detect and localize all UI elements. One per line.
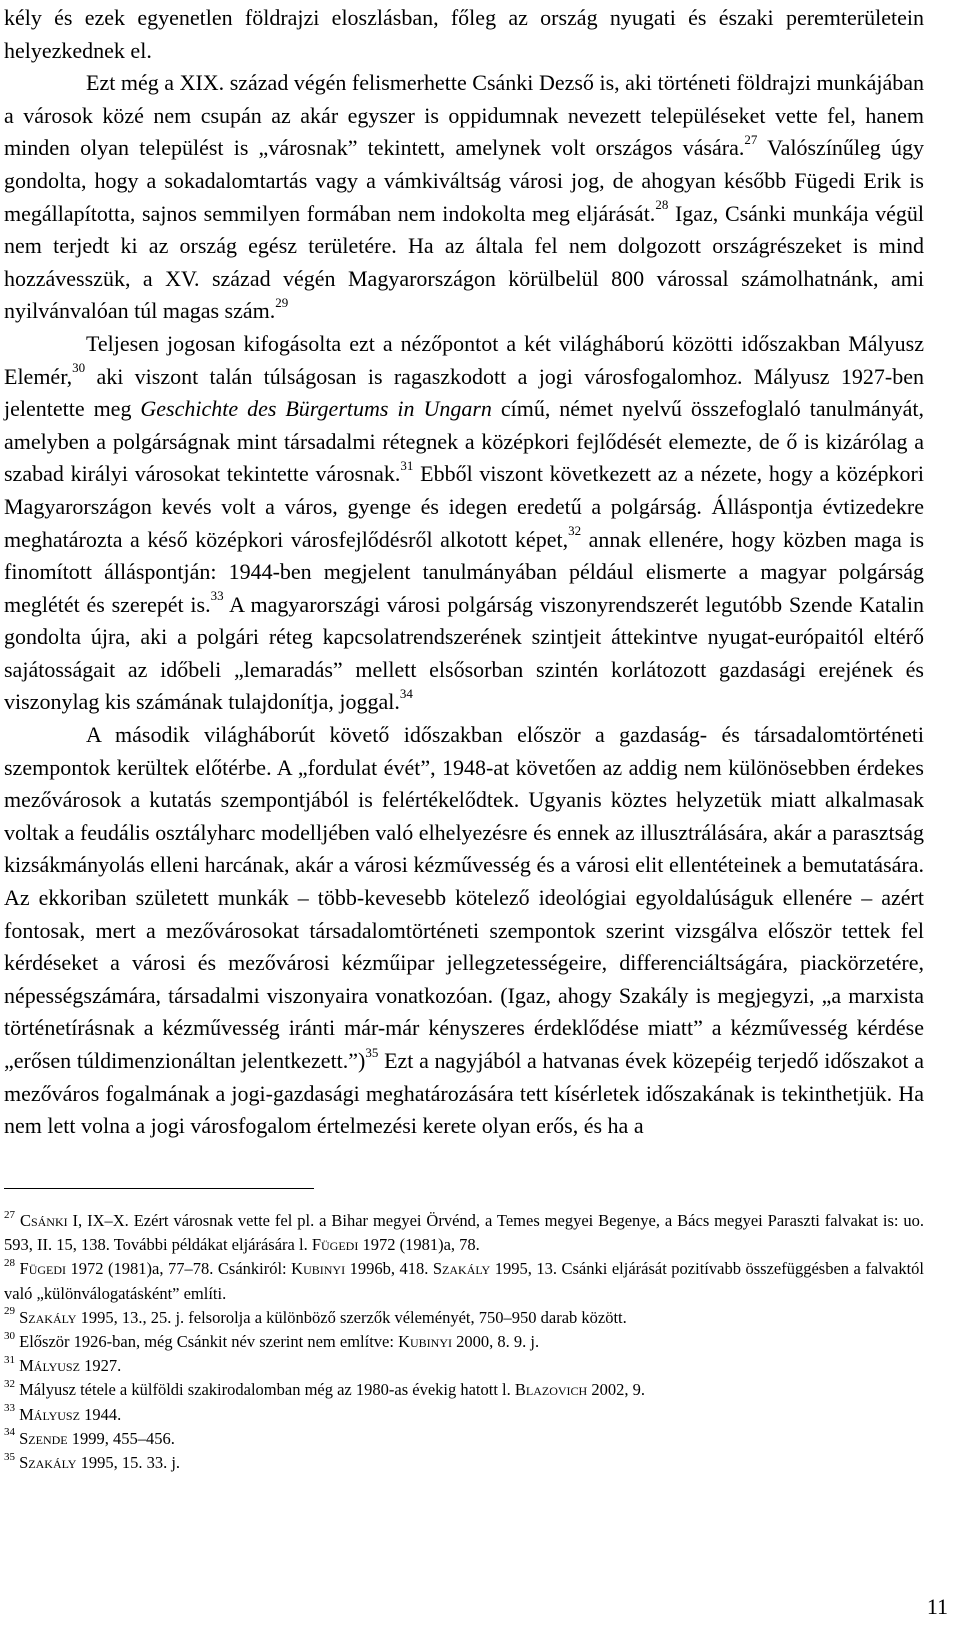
author-name: Kubinyi (398, 1332, 452, 1352)
text-run: 2000, 8. 9. j. (452, 1332, 540, 1352)
text-run: 1995, 13. Csánki eljárását pozitívabb összefüggésben a falvaktól való „különválogatásként” említi. (4, 1259, 925, 1303)
text-run: Ezt még a XIX. század végén felismerhette Csánki Dezső is, aki történeti földrajzi munkájában a városok közé nem csupán az akár egyszer is oppidumnak nevezett településeket vette fel, hanem minden olyan települést is „városnak” tekintett, amelynek volt országos vására. (4, 70, 924, 161)
author-name: Szakály (19, 1307, 77, 1327)
italic-title: Geschichte des Bürgertums in Ungarn (140, 396, 492, 422)
paragraph (4, 67, 924, 328)
footnote-number: 27 (4, 1208, 15, 1221)
text-run: annak ellenére, hogy közben maga is finomított álláspontján: 1944-ben megjelent tanulmányában például elismerte a magyar polgárság meglétét és szerepét is. (4, 526, 924, 617)
footnote-ref: 29 (275, 295, 289, 311)
footnote (4, 1209, 924, 1257)
text-run: 1944. (79, 1404, 122, 1424)
text-run: Teljesen jogosan kifogásolta ezt a nézőpontot a két világháború közötti időszakban Mályusz Elemér, (4, 330, 924, 389)
text-run: 1972 (1981)a, 78. (358, 1235, 480, 1255)
footnote-ref: 34 (399, 686, 413, 702)
text-run: 1995, 15. 33. j. (76, 1453, 181, 1473)
footnote-ref: 33 (210, 588, 224, 604)
footnote (4, 1451, 924, 1475)
footnote-number: 32 (4, 1377, 15, 1390)
text-run: című, német nyelvű összefoglaló tanulmányát, amelyben a polgárságnak mint társadalmi rétegnek a középkori fejlődését elemezte, de ő is kizárólag a szabad királyi városokat tekintette városnak. (4, 396, 924, 487)
paragraph (4, 719, 924, 1143)
text-run: I, IX–X. Ezért városnak vette fel pl. a Bihar megyei Örvénd, a Temes megyei Begenye, a Bács megyei Paraszti falvakat is: uo. 593, II. 15, 138. További példákat eljárására l. (4, 1211, 925, 1255)
author-name: Szakály (19, 1453, 77, 1473)
text-run: 1999, 455–456. (67, 1428, 175, 1448)
paragraph (4, 2, 924, 67)
footnote-number: 28 (4, 1256, 15, 1269)
footnote-number: 35 (4, 1450, 15, 1463)
text-run: 1996b, 418. (345, 1259, 433, 1279)
text-run: Először 1926-ban, még Csánkit név szerint nem említve: (19, 1332, 399, 1352)
footnote-separator (4, 1188, 314, 1189)
footnote (4, 1378, 924, 1402)
body-text (4, 2, 924, 1143)
text-run: aki viszont talán túlságosan is ragaszkodott a jogi városfogalomhoz. Mályusz 1927-ben jelentette meg (4, 363, 924, 422)
paragraph (4, 328, 924, 719)
footnote-ref: 30 (72, 360, 86, 376)
text-run: 1972 (1981)a, 77–78. Csánkiról: (66, 1259, 292, 1279)
text-run: Ebből viszont következett az a nézete, hogy a középkori Magyarországon kevés volt a város, gyenge és idegen eredetű a polgárság. Álláspontja évtizedekre meghatározta a késő középkori városfejlődésről alkotott képet, (4, 461, 924, 552)
text-run: 2002, 9. (587, 1380, 645, 1400)
footnote-number: 31 (4, 1353, 15, 1366)
footnote-number: 33 (4, 1402, 15, 1415)
author-name: Fügedi (19, 1259, 67, 1279)
footnote-ref: 28 (655, 197, 669, 213)
author-name: Mályusz (19, 1404, 80, 1424)
author-name: Blazovich (514, 1380, 588, 1400)
footnotes (4, 1209, 924, 1475)
text-run: kély és ezek egyenetlen földrajzi eloszlásban, főleg az ország nyugati és északi peremterületein helyezkednek el. (4, 5, 924, 63)
author-name: Csánki (19, 1211, 68, 1230)
footnote (4, 1330, 924, 1354)
text-run: Igaz, Csánki munkája végül nem terjedt ki az ország egész területére. Ha az általa fel nem dolgozott országrészeket is mind hozzávesszük, a XV. század végén Magyarországon körülbelül 800 várossal számolhatnánk, ami nyilvánvalóan túl magas szám. (4, 200, 924, 324)
footnote-ref: 35 (365, 1044, 379, 1060)
author-name: Fügedi (311, 1235, 359, 1255)
footnote (4, 1427, 924, 1451)
text-run: 1995, 13., 25. j. felsorolja a különböző szerzők véleményét, 750–950 darab között. (76, 1307, 627, 1327)
page-number: 11 (926, 1594, 948, 1619)
text-run: A magyarországi városi polgárság viszonyrendszerét legutóbb Szende Katalin gondolta újra, aki a polgári réteg kapcsolatrendszerének szintjeit áttekintve nyugat-európaitól eltérő sajátosságait az időbeli „lemaradás” mellett elsősorban szintén korlátozott gazdasági erejének és viszonylag kis számának tulajdonítja, joggal. (4, 591, 924, 715)
author-name: Mályusz (19, 1356, 80, 1376)
author-name: Kubinyi (291, 1259, 346, 1279)
footnote-number: 30 (4, 1329, 15, 1342)
text-run: 1927. (79, 1356, 122, 1376)
text-run: A második világháborút követő időszakban először a gazdaság- és társadalomtörténeti szempontok kerültek előtérbe. A „fordulat évét”, 1948-at követően az addig nem különösebben érdekes mezővárosok a kutatás szempontjából is felértékelődtek. Ugyanis köztes helyzetük miatt alkalmasak voltak a feudális osztályharc modelljében való elhelyezésre és ennek az illusztrálására, akár a parasztság kizsákmányolás elleni harcának, akár a városi kézművesség és a városi elit ellentéteinek a bemutatására. Az ekkoriban született munkák – több-kevesebb kötelező ideológiai egyoldalúságuk ellenére – azért fontosak, mert a mezővárosokat társadalomtörténeti szempontok szerint vizsgálva először tettek fel kérdéseket a városi és mezővárosi kézműipar jellegzetességeire, differenciáltságára, piackörzetére, népességszámára, társadalmi viszonyaira vonatkozóan. (Igaz, ahogy Szakály is megjegyzi, „a marxista történetírásnak a kézművesség iránti már-már kényszeres érdeklődése miatt” a kézművesség kérdése „erősen túldimenzionáltan jelentkezett.”) (4, 722, 924, 1073)
text-run: Ezt a nagyjából a hatvanas évek közepéig terjedő időszakot a mezőváros fogalmának a jogi-gazdasági meghatározására tett kísérletek időszakának is tekinthetjük. Ha nem lett volna a jogi városfogalom értelmezési kerete olyan erős, és ha a (4, 1048, 924, 1139)
footnote-number: 29 (4, 1305, 15, 1318)
footnote-ref: 32 (568, 523, 582, 539)
footnote (4, 1257, 924, 1305)
footnote (4, 1403, 924, 1427)
footnote-ref: 31 (400, 457, 414, 473)
footnote-number: 34 (4, 1426, 15, 1439)
text-run: Valószínűleg úgy gondolta, hogy a sokadalomtartás vagy a vámkiváltság városi jog, de ahogyan később Fügedi Erik is megállapította, sajnos semmilyen formában nem indokolta meg eljárását. (4, 135, 924, 226)
author-name: Szakály (432, 1259, 491, 1279)
footnote (4, 1306, 924, 1330)
text-run: Mályusz tétele a külföldi szakirodalomban még az 1980-as évekig hatott l. (19, 1380, 515, 1400)
footnote-ref: 27 (744, 132, 758, 148)
footnote (4, 1354, 924, 1378)
author-name: Szende (19, 1428, 68, 1448)
